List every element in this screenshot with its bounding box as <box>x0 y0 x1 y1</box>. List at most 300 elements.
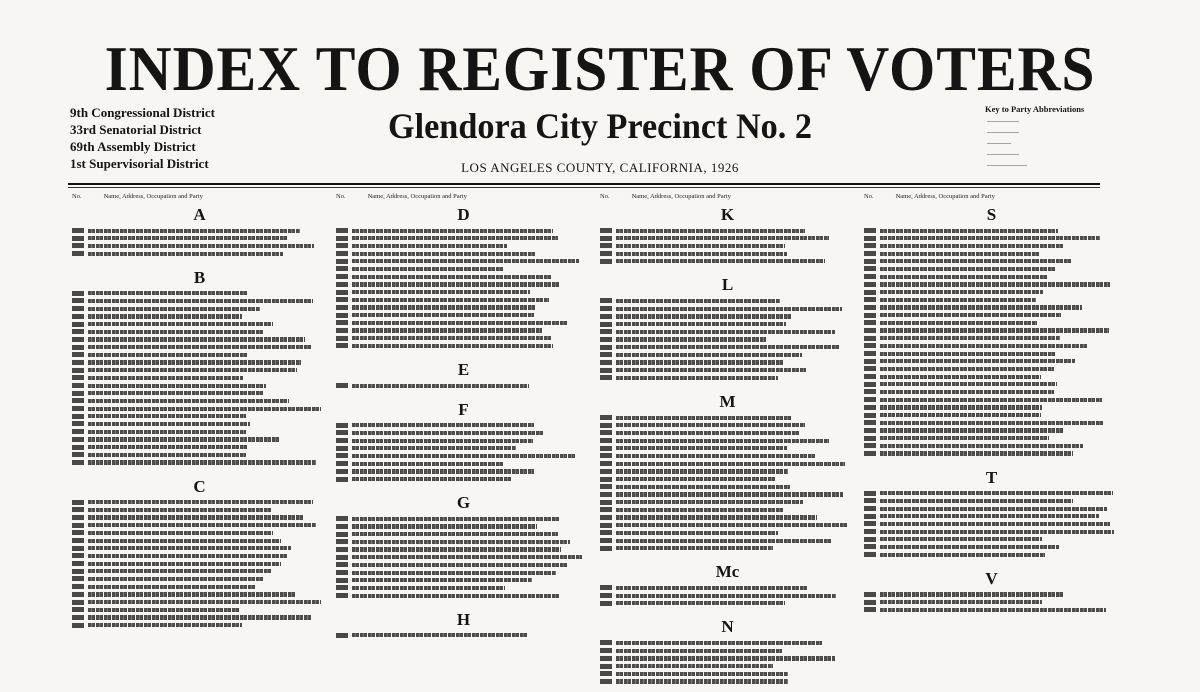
voter-entry-text <box>352 336 552 340</box>
voter-entry <box>72 321 327 328</box>
voter-entry <box>336 312 591 319</box>
voter-entry <box>336 304 591 311</box>
voter-entry <box>336 382 591 389</box>
voter-entry <box>864 273 1119 280</box>
voter-entry-number <box>864 607 876 612</box>
voter-entry <box>72 242 327 249</box>
voter-entry-text <box>352 267 504 271</box>
voter-entry-text <box>880 451 1073 455</box>
section-gap <box>72 629 327 635</box>
voter-entry-text <box>352 439 533 443</box>
voter-entry <box>336 335 591 342</box>
voter-entry-number <box>72 569 84 574</box>
voter-entry-text <box>352 633 528 637</box>
section-gap <box>864 614 1119 620</box>
voter-entry-text <box>88 368 297 372</box>
voter-entry-text <box>880 290 1043 294</box>
voter-entry-number <box>600 368 612 373</box>
section-letter: G <box>456 493 471 513</box>
voter-entry-text <box>880 592 1063 596</box>
voter-entry <box>336 342 591 349</box>
voter-entry <box>600 584 855 591</box>
voter-entry-text <box>616 439 829 443</box>
voter-entry-number <box>72 383 84 388</box>
voter-entry-text <box>352 259 579 263</box>
voter-entry-number <box>336 266 348 271</box>
voter-entry-text <box>88 460 316 464</box>
voter-entry-text <box>880 352 1055 356</box>
voter-entry-number <box>72 322 84 327</box>
voter-entry-number <box>72 345 84 350</box>
voter-entry-text <box>88 236 287 240</box>
voter-entry <box>72 297 327 304</box>
voter-entry-number <box>72 329 84 334</box>
voter-entry-number <box>336 547 348 552</box>
voter-entry <box>600 336 855 343</box>
voter-entry-number <box>600 322 612 327</box>
voter-entry-number <box>600 430 612 435</box>
voter-entry-text <box>880 298 1036 302</box>
header-rule-thin <box>68 187 1100 188</box>
voter-entry-number <box>600 461 612 466</box>
voter-entry-number <box>600 259 612 264</box>
voter-entry-text <box>880 259 1071 263</box>
voter-entry-text <box>880 375 1041 379</box>
voter-entry <box>600 344 855 351</box>
voter-entry-text <box>352 540 570 544</box>
voter-entry-text <box>880 313 1061 317</box>
district-line: 1st Supervisorial District <box>70 156 209 171</box>
voter-entry-text <box>352 462 503 466</box>
voter-entry-text <box>616 477 776 481</box>
voter-entry-number <box>72 360 84 365</box>
voter-entry <box>72 397 327 404</box>
voter-entry-text <box>352 298 549 302</box>
voter-entry-number <box>864 351 876 356</box>
voter-entry <box>336 531 591 538</box>
voter-entry-number <box>600 306 612 311</box>
voter-entry-text <box>880 229 1058 233</box>
voter-entry-number <box>864 359 876 364</box>
voter-entry-text <box>352 555 582 559</box>
voter-entry <box>864 543 1119 550</box>
voter-entry <box>864 265 1119 272</box>
voter-entry-text <box>616 500 803 504</box>
voter-entry <box>336 258 591 265</box>
voter-entry <box>864 227 1119 234</box>
voter-entry-number <box>600 329 612 334</box>
column-header-label: Name, Address, Occupation and Party <box>367 193 467 200</box>
voter-entry <box>72 344 327 351</box>
voter-entry-text <box>880 499 1073 503</box>
voter-entry <box>600 545 855 552</box>
party-key-item: ————— <box>987 160 1027 169</box>
voter-entry-text <box>88 307 260 311</box>
voter-entry-text <box>88 531 273 535</box>
voter-entry-number <box>600 671 612 676</box>
voter-entry-text <box>88 430 246 434</box>
voter-entry-text <box>880 507 1107 511</box>
voter-entry <box>864 442 1119 449</box>
voter-entry-text <box>880 436 1049 440</box>
entry-list <box>600 297 855 381</box>
voter-entry-number <box>600 337 612 342</box>
voter-entry-number <box>72 337 84 342</box>
voter-entry-number <box>336 328 348 333</box>
column-header-number: No. <box>864 193 874 200</box>
voter-entry-number <box>336 585 348 590</box>
voter-entry <box>600 529 855 536</box>
voter-entry-number <box>336 305 348 310</box>
voter-entry <box>600 429 855 436</box>
section-gap <box>600 607 855 613</box>
entry-list <box>600 584 855 607</box>
voter-entry-number <box>72 460 84 465</box>
voter-entry-number <box>336 593 348 598</box>
voter-entry-number <box>600 492 612 497</box>
voter-entry-text <box>88 539 281 543</box>
voter-entry <box>600 242 855 249</box>
voter-entry-text <box>88 562 281 566</box>
voter-entry <box>336 554 591 561</box>
voter-entry-text <box>88 291 248 295</box>
precinct-subtitle: Glendora City Precinct No. 2 <box>388 106 812 146</box>
voter-entry <box>600 476 855 483</box>
voter-entry <box>600 445 855 452</box>
voter-entry-text <box>880 522 1110 526</box>
voter-entry <box>72 290 327 297</box>
voter-entry-text <box>880 545 1059 549</box>
voter-entry <box>336 227 591 234</box>
voter-entry <box>600 506 855 513</box>
voter-entry-number <box>864 544 876 549</box>
voter-entry <box>72 583 327 590</box>
entry-list <box>336 632 591 639</box>
voter-entry <box>600 328 855 335</box>
voter-entry-number <box>72 406 84 411</box>
voter-entry-text <box>880 514 1099 518</box>
voter-entry <box>600 367 855 374</box>
index-column <box>72 192 327 635</box>
entry-list <box>600 639 855 685</box>
voter-entry-number <box>864 382 876 387</box>
voter-entry <box>72 227 327 234</box>
voter-entry-number <box>600 523 612 528</box>
voter-entry <box>72 506 327 513</box>
voter-entry-number <box>864 336 876 341</box>
voter-entry-text <box>880 413 1041 417</box>
voter-entry-text <box>616 252 787 256</box>
voter-entry <box>600 235 855 242</box>
entry-list <box>864 490 1119 559</box>
voter-entry <box>336 584 591 591</box>
voter-entry <box>72 305 327 312</box>
voter-entry <box>600 522 855 529</box>
voter-entry-number <box>600 538 612 543</box>
voter-entry-number <box>864 537 876 542</box>
voter-entry <box>864 427 1119 434</box>
voter-entry-number <box>72 445 84 450</box>
voter-entry-number <box>864 251 876 256</box>
column-header <box>72 192 327 201</box>
voter-entry <box>600 460 855 467</box>
voter-entry <box>864 296 1119 303</box>
voter-entry-number <box>864 592 876 597</box>
voter-entry-text <box>880 275 1048 279</box>
voter-entry-text <box>880 328 1109 332</box>
voter-entry-text <box>880 267 1055 271</box>
voter-entry-text <box>352 563 568 567</box>
voter-entry-number <box>864 366 876 371</box>
voter-entry-text <box>880 608 1106 612</box>
voter-entry-text <box>880 344 1088 348</box>
voter-entry-text <box>616 586 807 590</box>
voter-entry <box>864 513 1119 520</box>
voter-entry <box>600 600 855 607</box>
voter-entry <box>864 450 1119 457</box>
voter-entry-number <box>72 429 84 434</box>
voter-entry-text <box>352 252 535 256</box>
section-letter: E <box>457 360 470 379</box>
voter-entry <box>336 289 591 296</box>
voter-entry-number <box>336 446 348 451</box>
party-key-item: ——— <box>987 138 1011 147</box>
voter-entry <box>72 328 327 335</box>
section-letter: A <box>193 205 206 224</box>
voter-entry <box>72 382 327 389</box>
voter-entry-text <box>616 649 782 653</box>
voter-entry-text <box>880 390 1054 394</box>
voter-entry-text <box>88 229 300 233</box>
voter-entry-text <box>616 539 831 543</box>
voter-entry-text <box>88 376 243 380</box>
voter-entry-text <box>88 546 291 550</box>
voter-entry-text <box>88 453 246 457</box>
voter-entry-text <box>616 376 778 380</box>
voter-entry-number <box>336 336 348 341</box>
voter-entry <box>336 327 591 334</box>
section-letter: N <box>721 617 734 637</box>
voter-entry-number <box>864 397 876 402</box>
voter-entry-number <box>336 555 348 560</box>
voter-entry <box>864 528 1119 535</box>
voter-entry-text <box>616 307 842 311</box>
voter-entry-text <box>88 314 242 318</box>
voter-entry-number <box>864 328 876 333</box>
voter-entry-text <box>352 275 551 279</box>
voter-entry <box>864 242 1119 249</box>
voter-entry-text <box>352 477 511 481</box>
section-letter: H <box>456 609 471 629</box>
voter-entry-text <box>352 517 560 521</box>
voter-entry <box>864 520 1119 527</box>
voter-entry-number <box>864 374 876 379</box>
voter-entry-number <box>72 507 84 512</box>
voter-entry <box>864 342 1119 349</box>
voter-entry-text <box>88 554 287 558</box>
voter-entry-text <box>616 454 815 458</box>
voter-entry-number <box>336 423 348 428</box>
voter-entry-text <box>616 330 835 334</box>
party-key-item: ———— <box>987 116 1019 125</box>
voter-entry-text <box>616 515 817 519</box>
voter-entry-text <box>352 328 542 332</box>
voter-entry-text <box>88 515 304 519</box>
voter-entry <box>72 436 327 443</box>
voter-entry-number <box>864 436 876 441</box>
voter-entry-number <box>864 506 876 511</box>
voter-entry-number <box>864 266 876 271</box>
voter-entry-number <box>72 352 84 357</box>
voter-entry <box>72 622 327 629</box>
voter-entry <box>72 390 327 397</box>
voter-entry-text <box>88 244 314 248</box>
voter-entry <box>72 367 327 374</box>
party-key <box>985 104 1115 170</box>
voter-entry-text <box>616 523 847 527</box>
section-gap <box>336 350 591 356</box>
voter-entry-text <box>880 236 1100 240</box>
voter-entry-text <box>616 299 780 303</box>
voter-entry <box>864 388 1119 395</box>
voter-entry-number <box>600 360 612 365</box>
voter-entry-number <box>600 546 612 551</box>
section-letter: Mc <box>715 562 740 582</box>
voter-entry-number <box>600 679 612 684</box>
voter-entry-number <box>72 228 84 233</box>
section-gap <box>72 467 327 473</box>
voter-entry <box>72 606 327 613</box>
voter-entry <box>72 235 327 242</box>
voter-entry-text <box>88 569 272 573</box>
voter-entry <box>72 499 327 506</box>
voter-entry-text <box>616 259 825 263</box>
voter-entry-number <box>864 600 876 605</box>
section-gap <box>336 390 591 396</box>
district-line: 9th Congressional District <box>70 105 215 120</box>
voter-entry <box>336 319 591 326</box>
voter-entry-number <box>72 538 84 543</box>
voter-entry-number <box>336 477 348 482</box>
voter-entry-text <box>880 282 1110 286</box>
section-gap <box>336 483 591 489</box>
section-letter: T <box>985 467 998 487</box>
voter-entry <box>72 614 327 621</box>
voter-entry-text <box>352 532 558 536</box>
voter-entry-text <box>88 500 313 504</box>
voter-entry <box>864 419 1119 426</box>
voter-entry-number <box>336 251 348 256</box>
voter-entry-text <box>616 492 843 496</box>
voter-entry-number <box>336 313 348 318</box>
voter-entry-text <box>616 446 787 450</box>
voter-entry-text <box>352 305 536 309</box>
voter-entry-number <box>72 306 84 311</box>
entry-list <box>336 382 591 389</box>
voter-entry-number <box>336 282 348 287</box>
voter-entry-number <box>600 648 612 653</box>
voter-entry <box>864 591 1119 598</box>
voter-entry-number <box>336 236 348 241</box>
voter-entry-text <box>352 290 530 294</box>
section-gap <box>72 258 327 264</box>
voter-entry <box>336 460 591 467</box>
voter-entry-text <box>616 601 785 605</box>
voter-entry <box>864 435 1119 442</box>
voter-entry-number <box>72 553 84 558</box>
section-letter: C <box>193 476 206 496</box>
voter-entry <box>336 445 591 452</box>
voter-entry-number <box>72 398 84 403</box>
voter-entry-number <box>336 259 348 264</box>
voter-entry-number <box>600 251 612 256</box>
index-column <box>600 192 855 692</box>
voter-entry-number <box>600 500 612 505</box>
voter-entry-number <box>864 243 876 248</box>
voter-entry-text <box>616 314 792 318</box>
voter-entry <box>336 476 591 483</box>
voter-entry <box>72 359 327 366</box>
column-header-number: No. <box>72 193 82 200</box>
voter-entry-number <box>600 375 612 380</box>
voter-entry <box>336 538 591 545</box>
voter-entry-number <box>600 243 612 248</box>
voter-entry-number <box>72 437 84 442</box>
voter-entry <box>72 374 327 381</box>
voter-entry-text <box>88 437 280 441</box>
voter-entry-number <box>72 592 84 597</box>
voter-entry <box>336 515 591 522</box>
voter-entry <box>864 335 1119 342</box>
voter-entry-text <box>352 469 534 473</box>
section-gap <box>600 686 855 692</box>
voter-entry-text <box>352 446 516 450</box>
voter-entry-text <box>880 537 1042 541</box>
voter-entry-text <box>352 571 556 575</box>
voter-entry-text <box>352 594 559 598</box>
voter-entry <box>600 670 855 677</box>
voter-entry-text <box>352 578 532 582</box>
voter-entry-text <box>616 236 829 240</box>
voter-entry-number <box>864 405 876 410</box>
voter-entry <box>336 546 591 553</box>
voter-entry-text <box>88 299 313 303</box>
voter-entry-number <box>336 343 348 348</box>
voter-entry <box>864 412 1119 419</box>
voter-entry <box>336 632 591 639</box>
voter-entry <box>600 639 855 646</box>
voter-entry-text <box>88 577 263 581</box>
voter-entry-text <box>88 399 289 403</box>
voter-entry-text <box>352 586 505 590</box>
voter-entry-text <box>616 656 835 660</box>
voter-entry-number <box>336 438 348 443</box>
voter-entry-text <box>880 336 1060 340</box>
voter-entry-text <box>352 344 553 348</box>
voter-entry-number <box>864 491 876 496</box>
voter-entry-text <box>88 337 305 341</box>
voter-entry-text <box>88 508 271 512</box>
voter-entry <box>72 413 327 420</box>
voter-entry-text <box>88 345 312 349</box>
voter-entry-number <box>864 313 876 318</box>
voter-entry <box>864 304 1119 311</box>
voter-entry-text <box>616 416 792 420</box>
voter-entry-number <box>600 298 612 303</box>
voter-entry <box>336 569 591 576</box>
voter-entry-number <box>600 530 612 535</box>
voter-entry-text <box>88 252 283 256</box>
